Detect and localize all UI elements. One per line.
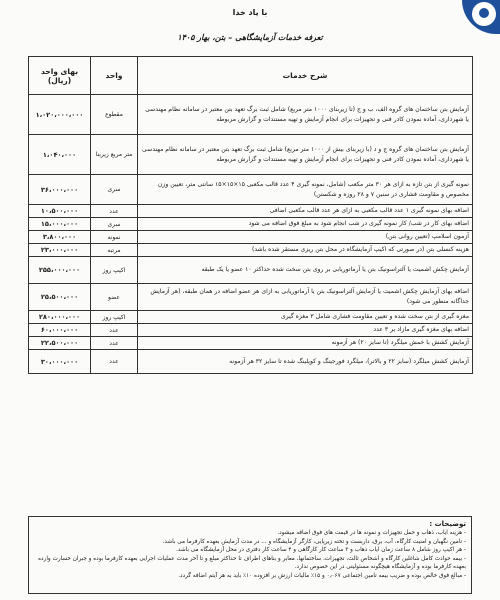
service-price: ۱۰،۵۰۰،۰۰۰: [29, 205, 91, 218]
service-unit: عدد: [91, 205, 138, 218]
service-unit: سری: [91, 218, 138, 231]
service-unit: عدد: [91, 350, 138, 374]
service-description: آزمون اسلامپ (تعیین روانی بتن): [138, 231, 473, 244]
service-description: هزینه کنسلی بتن (در صورتی که اکیپ آزمایشگاه در محل بتن ریزی مستقر شده باشد): [138, 244, 473, 257]
basmala-heading: با یاد خدا: [232, 8, 268, 17]
table-row: [29, 284, 473, 311]
table-row: [29, 218, 473, 231]
service-price: ۳۰،۰۰۰،۰۰۰: [29, 350, 91, 374]
table-row: [29, 350, 473, 374]
table-row: [29, 95, 473, 135]
note-item: - هزینه ایاب، ذهاب و حمل تجهیزات و نمونه ها در قیمت های فوق اضافه میشود.: [277, 530, 466, 536]
note-item: - تامین نگهبان و امنیت کارگاه، آب، برق، داربست و تخته زیرپایی، کارگر آزمایشگاه و ... در مدت آزمایش بعهده کارفرما می باشد.: [162, 538, 466, 545]
service-price: ۱،۰۲۰،۰۰۰،۰۰۰: [29, 95, 91, 135]
service-unit: عدد: [91, 324, 138, 337]
table-row: [29, 135, 473, 175]
note-item: - مبالغ فوق خالص بوده و ضریب بیمه تامین اجتماعی ۰٫۰۶۷ و ۱۵٪ مالیات ارزش بر افزوده ۱۰٪ باید به هر آیتم اضافه گردد.: [178, 572, 466, 579]
service-unit: مرتبه: [91, 244, 138, 257]
company-logo: [462, 0, 500, 34]
column-header-price: بهای واحد (ریال): [29, 57, 91, 95]
service-price: ۲۸۰،۰۰۰،۰۰۰: [29, 311, 91, 324]
table-row: [29, 205, 473, 218]
table-header-row: [29, 57, 473, 95]
table-row: [29, 311, 473, 324]
table-row: [29, 324, 473, 337]
column-header-description: شرح خدمات: [138, 57, 473, 95]
notes-title: توضیحات :: [429, 520, 466, 528]
service-description: مغزه گیری از بتن سخت شده و تعیین مقاومت فشاری شامل ۳ مغزه گیری: [138, 311, 473, 324]
note-item: - هر اکیپ روز شامل ۸ ساعت زمان ایاب ذهاب و ۳ ساعت کار کارگاهی و ۴ ساعت کار دفتری در محل آزمایشگاه می باشد.: [176, 547, 466, 554]
service-unit: عدد: [91, 337, 138, 350]
table-row: [29, 257, 473, 284]
service-unit: نمونه: [91, 231, 138, 244]
table-row: [29, 244, 473, 257]
service-description: اضافه بهای نمونه گیری ۱ عدد قالب مکعبی به ازای هر عدد قالب مکعبی اضافی: [138, 205, 473, 218]
service-description: اضافه بهای کار در شب/ کار نمونه گیری در شب انجام شود به مبلغ فوق اضافه می شود: [138, 218, 473, 231]
service-price: ۳۶،۰۰۰،۰۰۰: [29, 175, 91, 205]
column-header-unit: واحد: [91, 57, 138, 95]
service-price: ۱۵،۰۰۰،۰۰۰: [29, 218, 91, 231]
service-description: اضافه بهای آزمایش چکش اشمیت یا آزمایش آلتراسونیک بتن یا آرماتوریابی به ازای هر عضو اضافه در همان طبقه، (هر آزمایش جداگانه منظور می شود): [138, 284, 473, 311]
document-title: تعرفه خدمات آزمایشگاهی – بتن، بهار ۱۴۰۵: [177, 33, 323, 42]
service-price: ۲۵،۵۰۰،۰۰۰: [29, 284, 91, 311]
service-description: آزمایش بتن ساختمان های گروه الف، ب و ج (تا زیربنای ۱۰۰۰ متر مربع) شامل ثبت برگ تعهد بتن معتبر در سامانه نظام مهندسی یا شهرداری، آماده نمودن کادر فنی و تجهیزات برای انجام آزمایش و تهیه مستندات و گزارش مربوطه: [138, 95, 473, 135]
service-unit: سری: [91, 175, 138, 205]
table-row: [29, 337, 473, 350]
tariff-table: [28, 56, 473, 374]
service-description: آزمایش بتن ساختمان های گروه ج و د (با زیربنای بیش از ۱۰۰۰ متر مربع) شامل ثبت برگ تعهد بتن معتبر در سامانه نظام مهندسی یا شهرداری، آماده نمودن کادر فنی و تجهیزات برای انجام آزمایش و تهیه مستندات و گزارش مربوطه: [138, 135, 473, 175]
service-price: ۲۳،۰۰۰،۰۰۰: [29, 244, 91, 257]
service-description: آزمایش کشش با خمش میلگرد (تا سایز ۲۰) هر آزمونه: [138, 337, 473, 350]
service-description: آزمایش چکش اشمیت یا آلتراسونیک بتن یا آرماتوریابی بر روی بتن سخت شده حداکثر ۱۰ عضو یا یک طبقه: [138, 257, 473, 284]
service-unit: اکیپ روز: [91, 311, 138, 324]
service-price: ۲۵۵،۰۰۰،۰۰۰: [29, 257, 91, 284]
table-row: [29, 175, 473, 205]
table-row: [29, 231, 473, 244]
service-price: ۳،۸۰۰،۰۰۰: [29, 231, 91, 244]
service-unit: عضو: [91, 284, 138, 311]
notes-box: [28, 516, 472, 594]
service-unit: متر مربع زیربنا: [91, 135, 138, 175]
service-price: ۲۲،۵۰۰،۰۰۰: [29, 337, 91, 350]
note-item: - بیمه حوادث کامل شاغلین کارگاه و اشخاص ثالث، تجهیزات، ساختمانها، معابر و بناهای اطراف تا حداکثر مبلغ و تا آخر مدت عملیات اجرایی بعهده کارفرما بوده و جبران خسارت وارده بعهده کارفرما بوده و آزمایشگاه هیچگونه مسئولیتی در این خصوص ندارد.: [38, 555, 466, 571]
service-unit: اکیپ روز: [91, 257, 138, 284]
service-description: اضافه بهای مغزه گیری مازاد بر ۳ عدد: [138, 324, 473, 337]
service-price: ۶۰،۰۰۰،۰۰۰: [29, 324, 91, 337]
service-price: ۱،۰۴۰،۰۰۰: [29, 135, 91, 175]
service-description: نمونه گیری از بتن تازه به ازای هر ۳۰ متر مکعب (شامل، نمونه گیری ۴ عدد قالب مکعبی ۱۵×۱۵×۱۵ سانتی متر، تعیین وزن مخصوص و مقاومت فشاری در سنین ۷ و ۲۸ روزه و شکستن): [138, 175, 473, 205]
service-description: آزمایش کشش میلگرد (سایز ۲۲ و بالاتر)، میلگرد فورجینگ و کوپلینگ شده تا سایز ۳۲ هر آزمونه: [138, 350, 473, 374]
service-unit: مقطوع: [91, 95, 138, 135]
